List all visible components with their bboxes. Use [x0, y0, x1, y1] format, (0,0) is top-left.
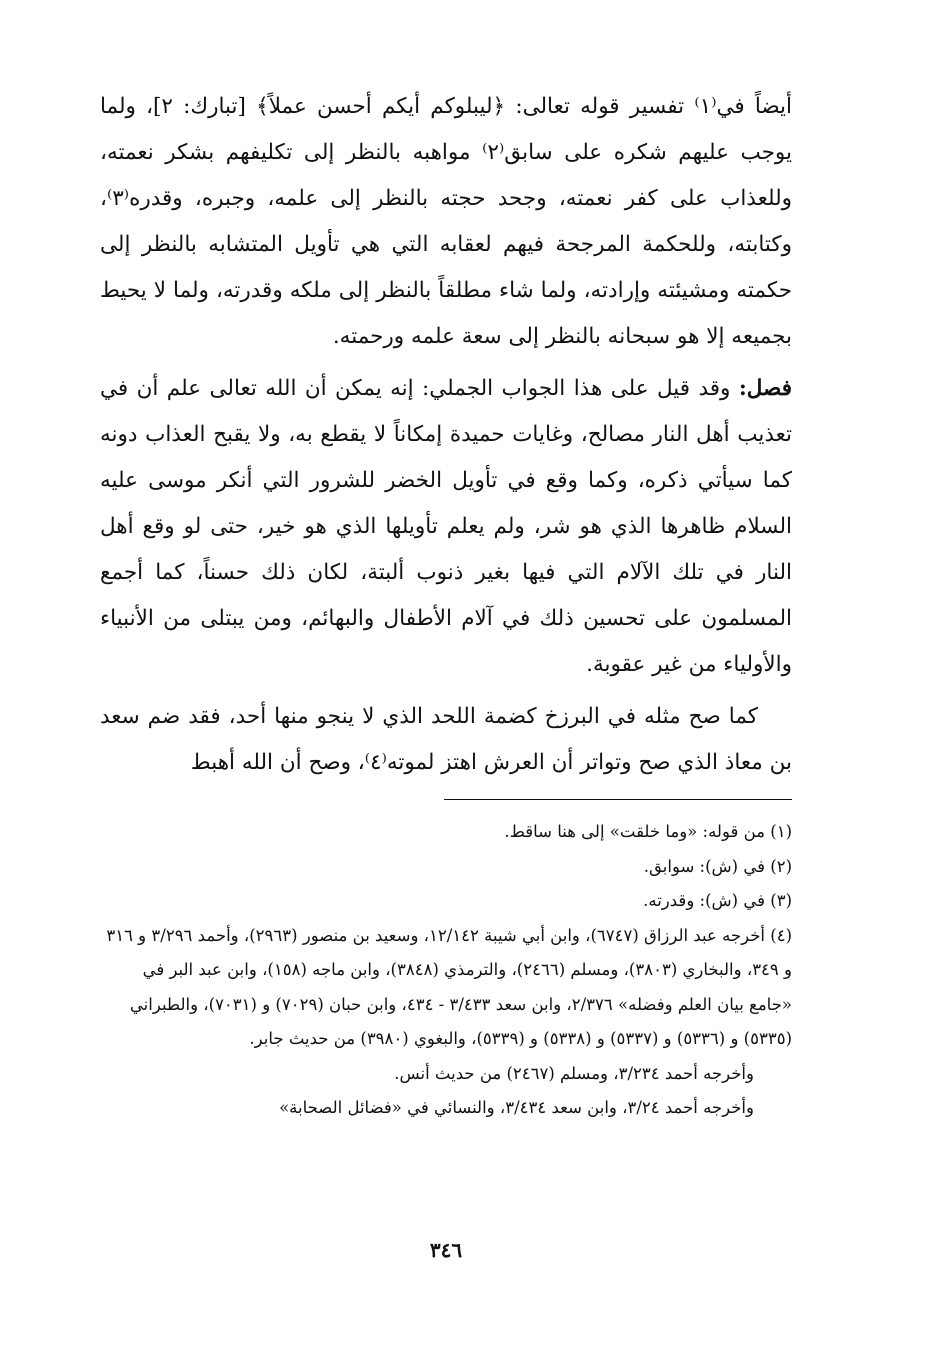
footnote-2: (٢) في (ش): سوابق. [643, 856, 792, 876]
section-label-fasl: فصل: [738, 376, 792, 401]
paragraph-3: كما صح مثله في البرزخ كضمة اللحد الذي لا ينجو منها أحد، فقد ضم سعد بن معاذ الذي صح وتواتر أن العرش اهتز لموته⁽٤⁾، وصح أن الله أهبط [100, 704, 792, 775]
footnotes [100, 815, 792, 1126]
footnote-separator [444, 799, 792, 800]
page-content [100, 84, 793, 1262]
paragraph-2-text: وقد قيل على هذا الجواب الجملي: إنه يمكن أن الله تعالى علم أن في تعذيب أهل النار مصالح، وغايات حميدة إمكاناً لا يقطع به، ولا يقبح العذاب دونه كما سيأتي ذكره، وكما وقع في تأويل الخضر للشرور التي أنكر موسى عليه السلام ظاهرها الذي هو شر، ولم يعلم تأويلها الذي هو خير، حتى لو وقع أهل النار في تلك الآلام التي فيها بغير ذنوب ألبتة، لكان ذلك حسناً، كما أجمع المسلمون على تحسين ذلك في آلام الأطفال والبهائم، ومن يبتلى من الأنبياء والأولياء من غير عقوبة. [100, 376, 792, 677]
footnote-1: (١) من قوله: «وما خلقت» إلى هنا ساقط. [504, 822, 792, 841]
footnote-4: (٤) أخرجه عبد الرزاق (٦٧٤٧)، وابن أبي شيبة ١٢/١٤٢، وسعيد بن منصور (٢٩٦٣)، وأحمد ٣/٢٩٦ و ٣١٦ و ٣٤٩، والبخاري (٣٨٠٣)، ومسلم (٢٤٦٦)، والترمذي (٣٨٤٨)، وابن ماجه (١٥٨)، وابن عبد البر في «جامع بيان العلم وفضله» ٢/٣٧٦، وابن سعد ٣/٤٣٣ - ٤٣٤، وابن حبان (٧٠٢٩) و (٧٠٣١)، والطبراني (٥٣٣٥) و (٥٣٣٦) و (٥٣٣٧) و (٥٣٣٨) و (٥٣٣٩)، والبغوي (٣٩٨٠) من حديث جابر. [106, 925, 792, 1048]
footnote-4-continuation-1: وأخرجه أحمد ٣/٢٣٤، ومسلم (٢٤٦٧) من حديث أنس. [394, 1063, 754, 1083]
paragraph-1: أيضاً في⁽١⁾ تفسير قوله تعالى: ﴿ليبلوكم أيكم أحسن عملاً﴾ [تبارك: ٢]، ولما يوجب عليهم شكره على سابق⁽٢⁾ مواهبه بالنظر إلى تكليفهم بشكر نعمته، وللعذاب على كفر نعمته، وجحد حجته بالنظر إلى علمه، وجبره، وقدره⁽٣⁾، وكتابته، وللحكمة المرجحة فيهم لعقابه التي هي تأويل المتشابه بالنظر إلى حكمته ومشيئته وإرادته، ولما شاء مطلقاً بالنظر إلى ملكه وقدرته، ولما لا يحيط بجميعه إلا هو سبحانه بالنظر إلى سعة علمه ورحمته. [100, 94, 793, 349]
main-text [100, 84, 792, 786]
footnote-4-continuation-2: وأخرجه أحمد ٣/٢٤، وابن سعد ٣/٤٣٤، والنسائي في «فضائل الصحابة» [279, 1098, 754, 1117]
paragraph-2 [100, 366, 792, 688]
footnote-3: (٣) في (ش): وقدرته. [643, 891, 792, 910]
page-number: ٣٤٦ [429, 1238, 463, 1262]
